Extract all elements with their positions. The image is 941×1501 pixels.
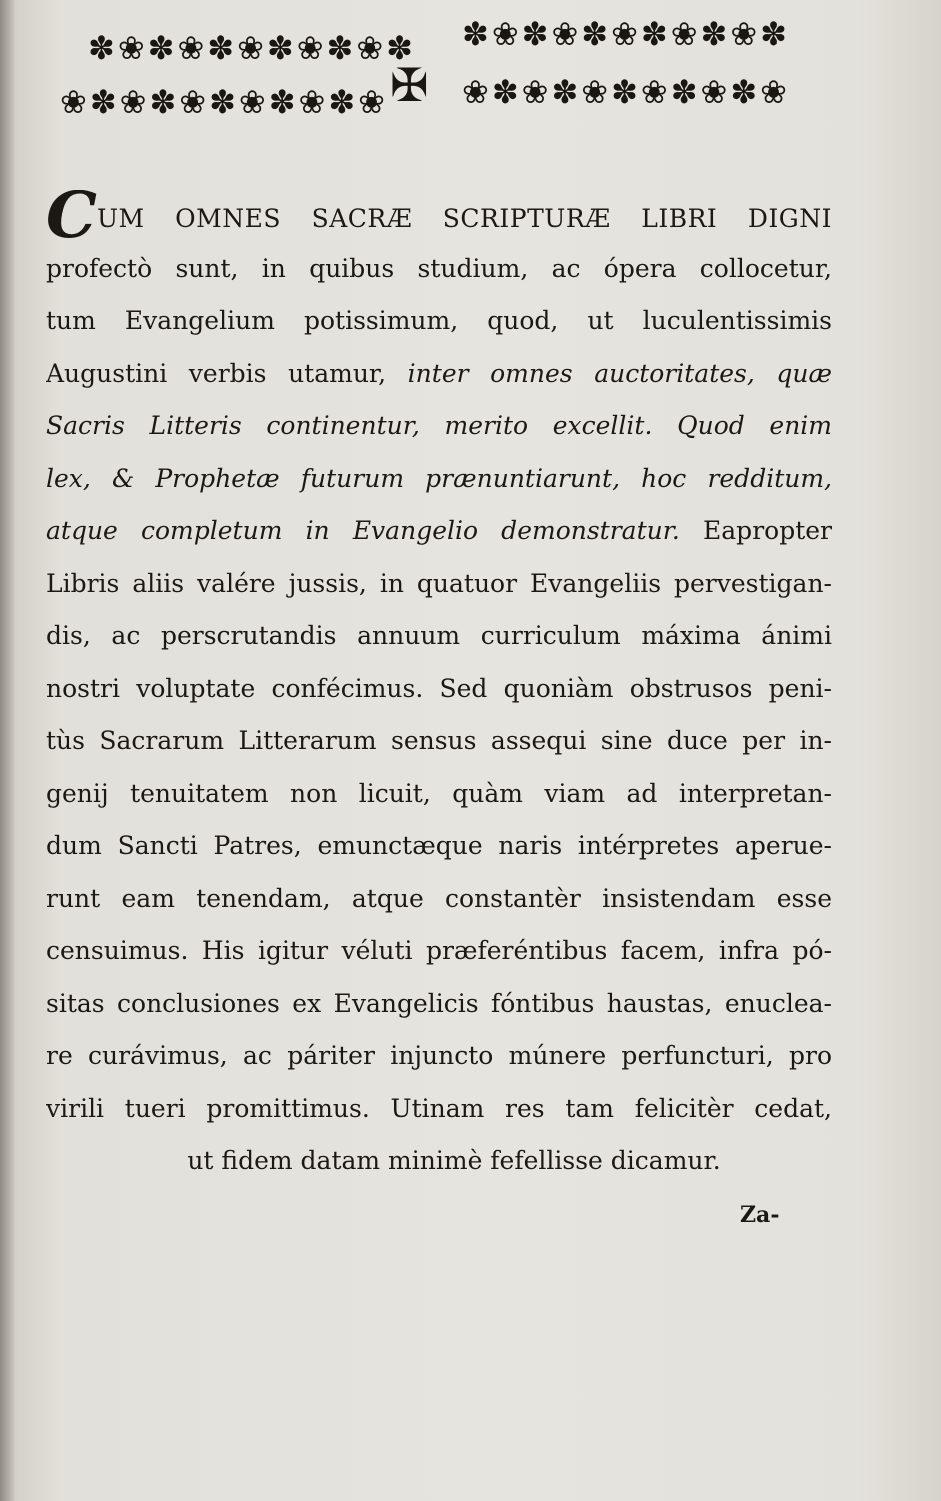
headpiece-ornament (50, 14, 850, 144)
text-line-15: censuimus. His igitur véluti præferéntibus facem, infra pó- (46, 936, 832, 965)
text-line-11: tùs Sacrarum Litterarum sensus assequi sine duce per in- (46, 726, 832, 755)
text-line-4 (46, 348, 832, 401)
text-line-3: tum Evangelium potissimum, quod, ut luculentissimis (46, 306, 832, 335)
text-line-19: ut fidem datam minimè fefellisse dicamur. (187, 1146, 721, 1175)
ornament-row-bottom-right: ❀✽❀✽❀✽❀✽❀✽❀ (462, 73, 790, 111)
text-line-16: sitas conclusiones ex Evangelicis fóntibus haustas, enuclea- (46, 988, 832, 1018)
text-line-7-roman: Eapropter (703, 516, 832, 545)
text-line-10: nostri voluptate confécimus. Sed quoniàm obstrusos peni- (46, 673, 832, 703)
catchword: Za- (740, 1202, 780, 1228)
text-line-14: runt eam tenendam, atque constantèr insistendam esse (46, 883, 832, 913)
opening-small-caps: UM OMNES SACRÆ SCRIPTURÆ LIBRI DIGNI (96, 204, 832, 233)
text-line-6 (46, 453, 832, 506)
text-line-4-roman: Augustini verbis utamur, (46, 358, 387, 388)
body-text (46, 190, 832, 1188)
text-line-4-italic: inter omnes auctoritates, quæ (407, 358, 832, 388)
text-line-12: genij tenuitatem non licuit, quàm viam ad interpretan- (46, 778, 832, 808)
text-line-8: Libris aliis valére jussis, in quatuor Evangeliis pervestigan- (46, 568, 832, 598)
text-line-6-italic: lex, & Prophetæ futurum prænuntiarunt, hoc redditum, (46, 463, 832, 493)
text-line-5 (46, 400, 832, 453)
ornament-row-bottom-left: ❀✽❀✽❀✽❀✽❀✽❀ (60, 83, 388, 121)
drop-cap: C (46, 190, 97, 243)
text-line-1 (46, 190, 832, 243)
text-line-17: re curávimus, ac páriter injuncto múnere perfuncturi, pro (46, 1041, 832, 1070)
text-line-5-italic-b: Quod enim (677, 411, 832, 440)
text-line-5-italic-a: Sacris Litteris continentur, merito excellit. (46, 411, 653, 440)
page-binding-edge (0, 0, 14, 1501)
text-line-7 (46, 505, 832, 558)
text-line-7-italic: atque completum in Evangelio demonstratur. (46, 516, 680, 545)
text-line-9: dis, ac perscrutandis annuum curriculum máxima ánimi (46, 621, 832, 650)
ornament-row-top-right: ✽❀✽❀✽❀✽❀✽❀✽ (462, 15, 790, 53)
text-line-2: profectò sunt, in quibus studium, ac ópera collocetur, (46, 253, 832, 283)
ornament-row-top-left: ✽❀✽❀✽❀✽❀✽❀✽ (88, 29, 416, 67)
text-line-18: virili tueri promittimus. Utinam res tam felicitèr cedat, (46, 1093, 832, 1123)
cross-ornament-icon: ✠ (390, 58, 429, 112)
text-line-13: dum Sancti Patres, emunctæque naris intérpretes aperue- (46, 831, 832, 860)
